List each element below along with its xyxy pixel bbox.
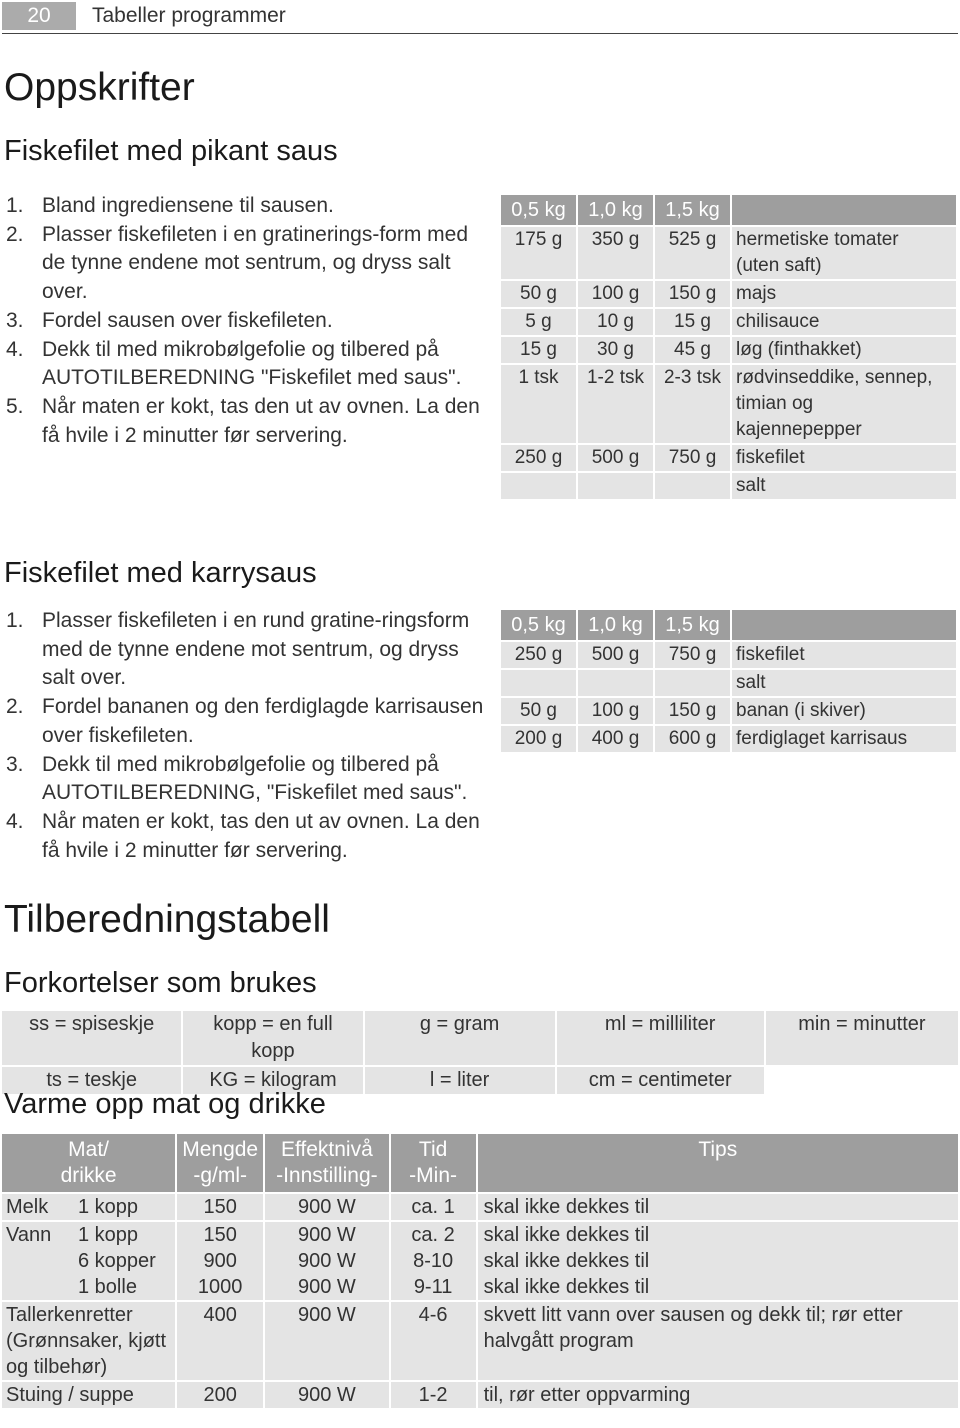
table-row xyxy=(2,1222,958,1300)
quantity-cell: 200 xyxy=(177,1382,263,1408)
table-row xyxy=(2,1011,958,1065)
step-text xyxy=(42,753,467,805)
quantity-cell xyxy=(501,670,576,696)
step-line: Dekk til med mikrobølgefolie og tilbered på xyxy=(42,337,439,361)
table-row xyxy=(501,698,956,724)
quantity-cell: 15 g xyxy=(655,309,730,335)
table-row xyxy=(2,1302,958,1380)
recipes-heading: Oppskrifter xyxy=(4,66,195,109)
step-item xyxy=(6,192,486,221)
column-header: 1,0 kg xyxy=(578,195,653,225)
step-text xyxy=(42,194,334,217)
ingredient-cell: salt xyxy=(732,670,956,696)
time-cell: ca. 2 8-10 9-11 xyxy=(391,1222,476,1300)
quantity-cell: 525 g xyxy=(655,227,730,279)
quantity-cell: 250 g xyxy=(501,642,576,668)
step-number: 3. xyxy=(6,752,24,776)
step-item xyxy=(6,307,486,336)
step-line: AUTOTILBEREDNING "Fiskefilet med saus". xyxy=(42,366,462,390)
table-row xyxy=(501,642,956,668)
step-line: Plasser fiskefileten i en rund gratine-ringsform xyxy=(42,609,470,632)
time-cell: 4-6 xyxy=(391,1302,476,1380)
step-text xyxy=(42,609,469,689)
quantity-cell: 2-3 tsk xyxy=(655,365,730,443)
step-number: 4. xyxy=(6,337,24,361)
power-cell: 900 W 900 W 900 W xyxy=(265,1222,388,1300)
step-item xyxy=(6,221,486,307)
table-row xyxy=(501,281,956,307)
abbreviations-table xyxy=(0,1009,960,1096)
step-text xyxy=(42,695,483,747)
step-line: Fordel bananen og den ferdiglagde karrisausen xyxy=(42,695,484,719)
column-header: 1,5 kg xyxy=(655,195,730,225)
step-text xyxy=(42,223,468,303)
ingredient-cell: fiskefilet xyxy=(732,445,956,471)
step-item xyxy=(6,693,486,750)
quantity-cell: 400 xyxy=(177,1302,263,1380)
table-row xyxy=(501,473,956,499)
quantity-cell: 50 g xyxy=(501,281,576,307)
tips-cell: skal ikke dekkes til xyxy=(478,1194,958,1220)
abbreviation-cell: KG = kilogram xyxy=(183,1067,362,1094)
food-amount: 1 kopp 6 kopper 1 bolle xyxy=(78,1224,156,1298)
step-number: 3. xyxy=(6,308,24,332)
food-name: Vann xyxy=(6,1224,52,1246)
food-cell xyxy=(2,1302,175,1380)
header-rule xyxy=(2,33,958,34)
step-text xyxy=(42,395,480,447)
abbreviations-heading: Forkortelser som brukes xyxy=(4,967,317,999)
step-number: 4. xyxy=(6,809,24,833)
quantity-cell: 600 g xyxy=(655,726,730,752)
step-number: 1. xyxy=(6,194,24,217)
step-item xyxy=(6,336,486,393)
quantity-cell xyxy=(578,670,653,696)
column-header: 1,5 kg xyxy=(655,610,730,640)
quantity-cell: 400 g xyxy=(578,726,653,752)
power-cell: 900 W xyxy=(265,1194,388,1220)
quantity-cell: 1-2 tsk xyxy=(578,365,653,443)
quantity-cell: 50 g xyxy=(501,698,576,724)
abbreviation-cell: ml = milliliter xyxy=(557,1011,764,1065)
quantity-cell: 500 g xyxy=(578,445,653,471)
quantity-cell: 15 g xyxy=(501,337,576,363)
step-line: over. xyxy=(42,280,88,304)
table-row xyxy=(501,365,956,443)
column-header: Mat/ drikke xyxy=(2,1134,175,1192)
step-line: Når maten er kokt, tas den ut av ovnen. La den xyxy=(42,394,480,418)
quantity-cell: 150 g xyxy=(655,698,730,724)
quantity-cell: 175 g xyxy=(501,227,576,279)
column-header xyxy=(732,610,956,640)
heating-table xyxy=(0,1132,960,1410)
quantity-cell xyxy=(578,473,653,499)
step-line: over fiskefileten. xyxy=(42,723,194,747)
ingredient-cell: chilisauce xyxy=(732,309,956,335)
quantity-cell: 150 g xyxy=(655,281,730,307)
tips-cell: skvett litt vann over sausen og dekk til; rør etter halvgått program xyxy=(478,1302,958,1380)
recipe2-title: Fiskefilet med karrysaus xyxy=(4,557,317,589)
quantity-cell: 30 g xyxy=(578,337,653,363)
column-header: 0,5 kg xyxy=(501,195,576,225)
quantity-cell xyxy=(501,473,576,499)
quantity-cell: 10 g xyxy=(578,309,653,335)
ingredient-cell: fiskefilet xyxy=(732,642,956,668)
section-title: Tabeller programmer xyxy=(92,4,286,27)
step-item xyxy=(6,607,486,693)
recipe1-title: Fiskefilet med pikant saus xyxy=(4,135,338,167)
table-row xyxy=(501,726,956,752)
step-text xyxy=(42,309,333,332)
quantity-cell: 500 g xyxy=(578,642,653,668)
step-line: Når maten er kokt, tas den ut av ovnen. La den xyxy=(42,809,480,833)
step-text xyxy=(42,810,480,862)
quantity-cell: 45 g xyxy=(655,337,730,363)
table-row xyxy=(501,445,956,471)
recipe1-ingredient-table xyxy=(499,193,958,501)
heat-food-heading: Varme opp mat og drikke xyxy=(4,1088,326,1120)
step-item xyxy=(6,393,486,450)
power-cell: 900 W xyxy=(265,1302,388,1380)
quantity-cell: 750 g xyxy=(655,445,730,471)
table-row xyxy=(2,1194,958,1220)
quantity-cell xyxy=(655,670,730,696)
ingredient-cell: majs xyxy=(732,281,956,307)
step-line: salt over. xyxy=(42,666,127,690)
step-line: Plasser fiskefileten i en gratinerings-form med xyxy=(42,222,469,246)
step-item xyxy=(6,808,486,865)
food-name: Melk xyxy=(6,1196,49,1218)
power-cell: 900 W xyxy=(265,1382,388,1408)
tips-cell: til, rør etter oppvarming xyxy=(478,1382,958,1408)
step-number: 1. xyxy=(6,609,24,632)
quantity-cell: 750 g xyxy=(655,642,730,668)
step-line: få hvile i 2 minutter før servering. xyxy=(42,423,348,447)
step-number: 5. xyxy=(6,394,24,418)
table-row xyxy=(501,670,956,696)
step-line: få hvile i 2 minutter før servering. xyxy=(42,838,348,862)
step-line: med de tynne endene mot sentrum, og dryss xyxy=(42,637,459,661)
ingredient-cell: hermetiske tomater (uten saft) xyxy=(732,227,956,279)
food-amount: 1 kopp xyxy=(78,1196,139,1218)
recipe2-steps xyxy=(6,607,486,865)
column-header: Tid -Min- xyxy=(391,1134,476,1192)
abbreviation-cell: g = gram xyxy=(365,1011,555,1065)
ingredient-cell: ferdiglaget karrisaus xyxy=(732,726,956,752)
column-header: 1,0 kg xyxy=(578,610,653,640)
abbreviation-cell xyxy=(766,1067,958,1094)
ingredient-cell: salt xyxy=(732,473,956,499)
food-cell xyxy=(2,1194,175,1220)
abbreviation-cell: ss = spiseskje xyxy=(2,1011,181,1065)
step-number: 2. xyxy=(6,695,24,719)
ingredient-cell: løg (finthakket) xyxy=(732,337,956,363)
food-name: Tallerkenretter (Grønnsaker, kjøtt og tilbehør) xyxy=(6,1304,167,1378)
table-row xyxy=(501,337,956,363)
recipe2-ingredient-table xyxy=(499,608,958,754)
column-header xyxy=(732,195,956,225)
quantity-cell: 200 g xyxy=(501,726,576,752)
abbreviation-cell: cm = centimeter xyxy=(557,1067,764,1094)
abbreviation-cell: l = liter xyxy=(365,1067,555,1094)
step-line: AUTOTILBEREDNING, "Fiskefilet med saus". xyxy=(42,781,468,805)
table-row xyxy=(2,1382,958,1408)
column-header: Tips xyxy=(478,1134,958,1192)
table-row xyxy=(501,227,956,279)
food-cell xyxy=(2,1382,175,1408)
prep-table-heading: Tilberedningstabell xyxy=(4,898,330,941)
page-header xyxy=(0,0,960,34)
step-number: 2. xyxy=(6,222,24,246)
food-cell xyxy=(2,1222,175,1300)
step-line: Bland ingrediensene til sausen. xyxy=(42,194,334,217)
step-line: Fordel sausen over fiskefileten. xyxy=(42,308,333,332)
recipe1-steps xyxy=(6,192,486,450)
step-line: de tynne endene mot sentrum, og dryss salt xyxy=(42,251,451,275)
column-header: Mengde -g/ml- xyxy=(177,1134,263,1192)
abbreviation-cell: min = minutter xyxy=(766,1011,958,1065)
time-cell: ca. 1 xyxy=(391,1194,476,1220)
tips-cell: skal ikke dekkes til skal ikke dekkes til skal ikke dekkes til xyxy=(478,1222,958,1300)
abbreviation-cell: ts = teskje xyxy=(2,1067,181,1094)
quantity-cell: 100 g xyxy=(578,281,653,307)
step-item xyxy=(6,751,486,808)
column-header: 0,5 kg xyxy=(501,610,576,640)
quantity-cell: 350 g xyxy=(578,227,653,279)
quantity-cell: 100 g xyxy=(578,698,653,724)
ingredient-cell: banan (i skiver) xyxy=(732,698,956,724)
quantity-cell xyxy=(655,473,730,499)
quantity-cell: 5 g xyxy=(501,309,576,335)
table-row xyxy=(501,309,956,335)
time-cell: 1-2 xyxy=(391,1382,476,1408)
food-name: Stuing / suppe xyxy=(6,1384,134,1406)
column-header: Effektnivå -Innstilling- xyxy=(265,1134,388,1192)
abbreviation-cell: kopp = en full kopp xyxy=(183,1011,362,1065)
step-text xyxy=(42,338,461,390)
quantity-cell: 1 tsk xyxy=(501,365,576,443)
quantity-cell: 150 900 1000 xyxy=(177,1222,263,1300)
quantity-cell: 250 g xyxy=(501,445,576,471)
page-number: 20 xyxy=(2,2,76,30)
ingredient-cell: rødvinseddike, sennep, timian og kajennepepper xyxy=(732,365,956,443)
quantity-cell: 150 xyxy=(177,1194,263,1220)
step-line: Dekk til med mikrobølgefolie og tilbered på xyxy=(42,752,439,776)
